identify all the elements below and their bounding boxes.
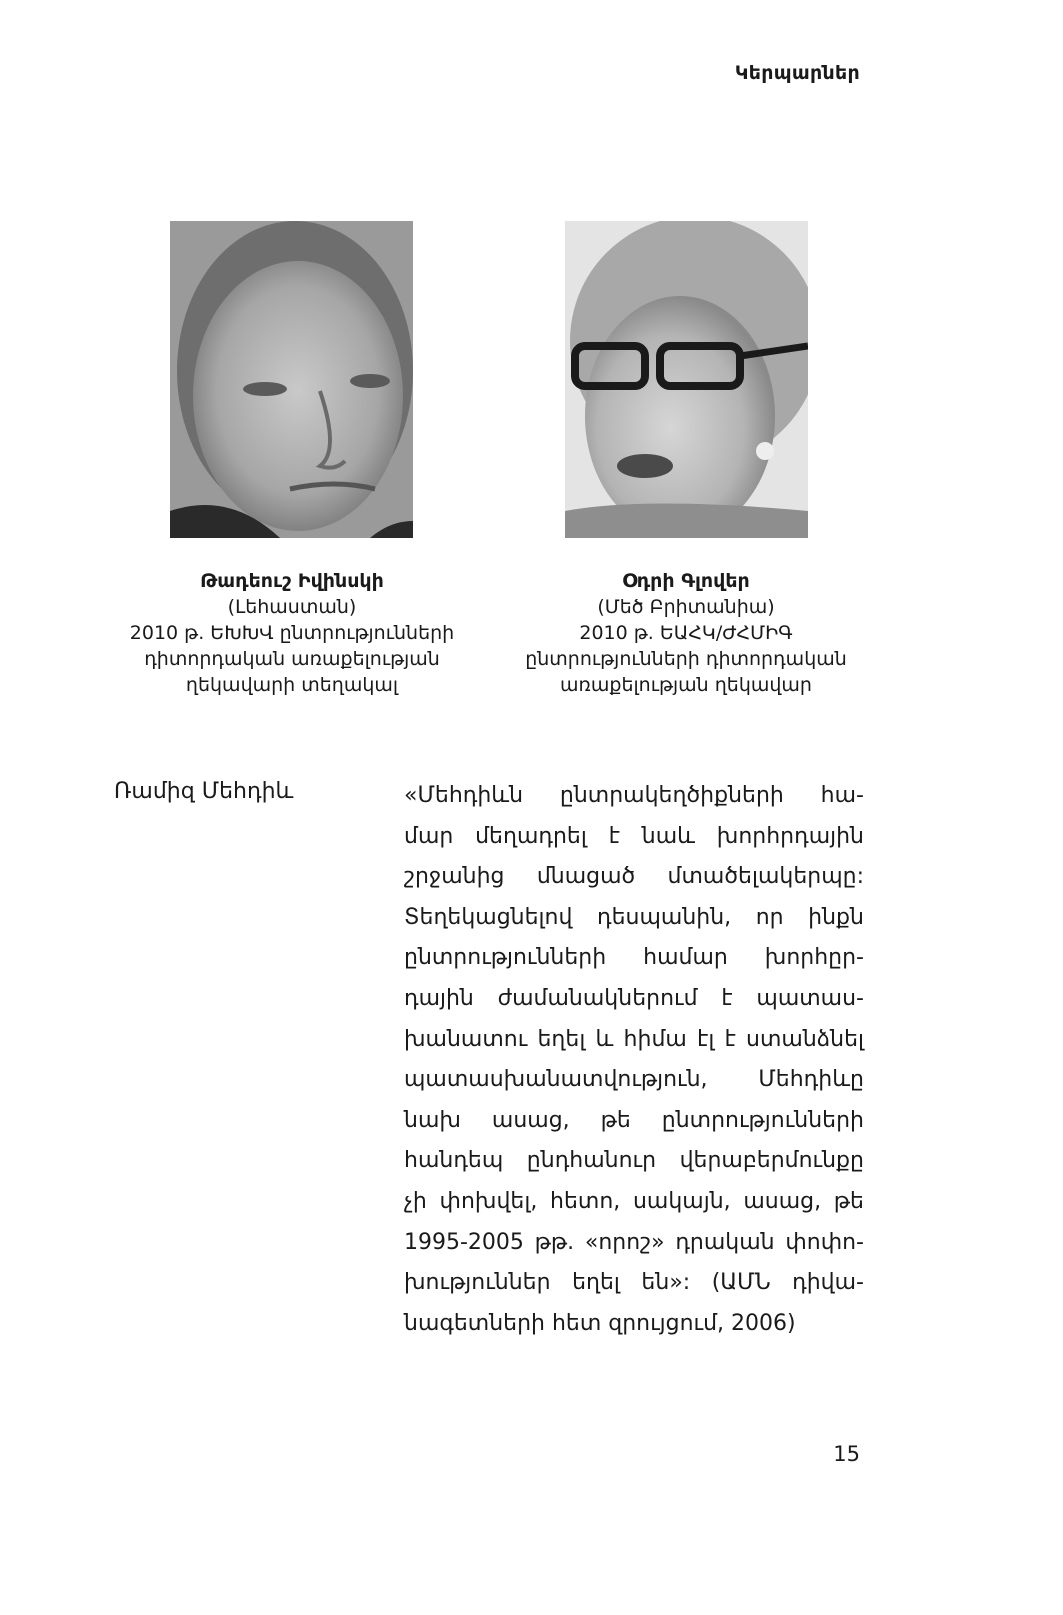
caption-glover (486, 568, 886, 698)
person-country: (Մեծ Բրիտանիա) (597, 596, 775, 618)
quote-line: խանատու եղել և հիմա էլ է ստանձնել (404, 1026, 864, 1052)
quote-line: նախ ասաց, թե ընտրությունների (404, 1107, 864, 1133)
person-country: (Լեհաստան) (227, 596, 357, 618)
man-portrait-image (170, 221, 413, 538)
quote-line: դային ժամանակներում է պատաս- (404, 985, 864, 1011)
person-role-line: 2010 թ. ԵԱՀԿ/ԺՀՄԻԳ (579, 622, 793, 644)
person-role-line: 2010 թ. ԵԽԽՎ ընտրությունների (129, 622, 455, 644)
person-role-line: դիտորդական առաքելության (144, 648, 440, 670)
portrait-photo-ivinski (170, 221, 413, 538)
person-role-line: առաքելության ղեկավար (560, 674, 812, 696)
portrait-photo-glover (565, 221, 808, 538)
quote-speaker: Ռամիզ Մեհդիև (114, 779, 294, 804)
quote-line: պատասխանատվություն, Մեհդիևը (404, 1067, 864, 1093)
quote-line: շրջանից մնացած մտածելակերպը: (404, 864, 864, 890)
quote-line: Տեղեկացնելով դեսպանին, որ ինքն (404, 904, 864, 930)
quote-line: «Մեհդիևն ընտրակեղծիքների հա- (404, 783, 864, 808)
quote-line: չի փոխվել, հետո, սակայն, ասաց, թե (404, 1188, 864, 1214)
quote-line: խություններ եղել են»: (ԱՄՆ դիվա- (404, 1270, 864, 1296)
running-header: Կերպարներ (734, 62, 860, 84)
person-role-line: ղեկավարի տեղակալ (185, 674, 399, 696)
person-role-line: ընտրությունների դիտորդական (525, 648, 847, 670)
person-name: Թադեուշ Իվինսկի (200, 570, 384, 592)
quote-line: հանդեպ ընդհանուր վերաբերմունքը (404, 1148, 864, 1174)
person-name: Օդրի Գլովեր (622, 570, 750, 592)
quote-line: 1995-2005 թթ. «որոշ» դրական փոփո- (404, 1229, 864, 1255)
quote-line: նագետների հետ զրույցում, 2006) (404, 1310, 796, 1336)
caption-ivinski (92, 568, 492, 698)
page-number: 15 (833, 1442, 860, 1466)
woman-portrait-image (565, 221, 808, 538)
quote-line: ընտրությունների համար խորհըր- (404, 945, 864, 971)
quote-line: մար մեղադրել է նաև խորհրդային (404, 823, 864, 849)
quote-body (404, 776, 864, 1344)
